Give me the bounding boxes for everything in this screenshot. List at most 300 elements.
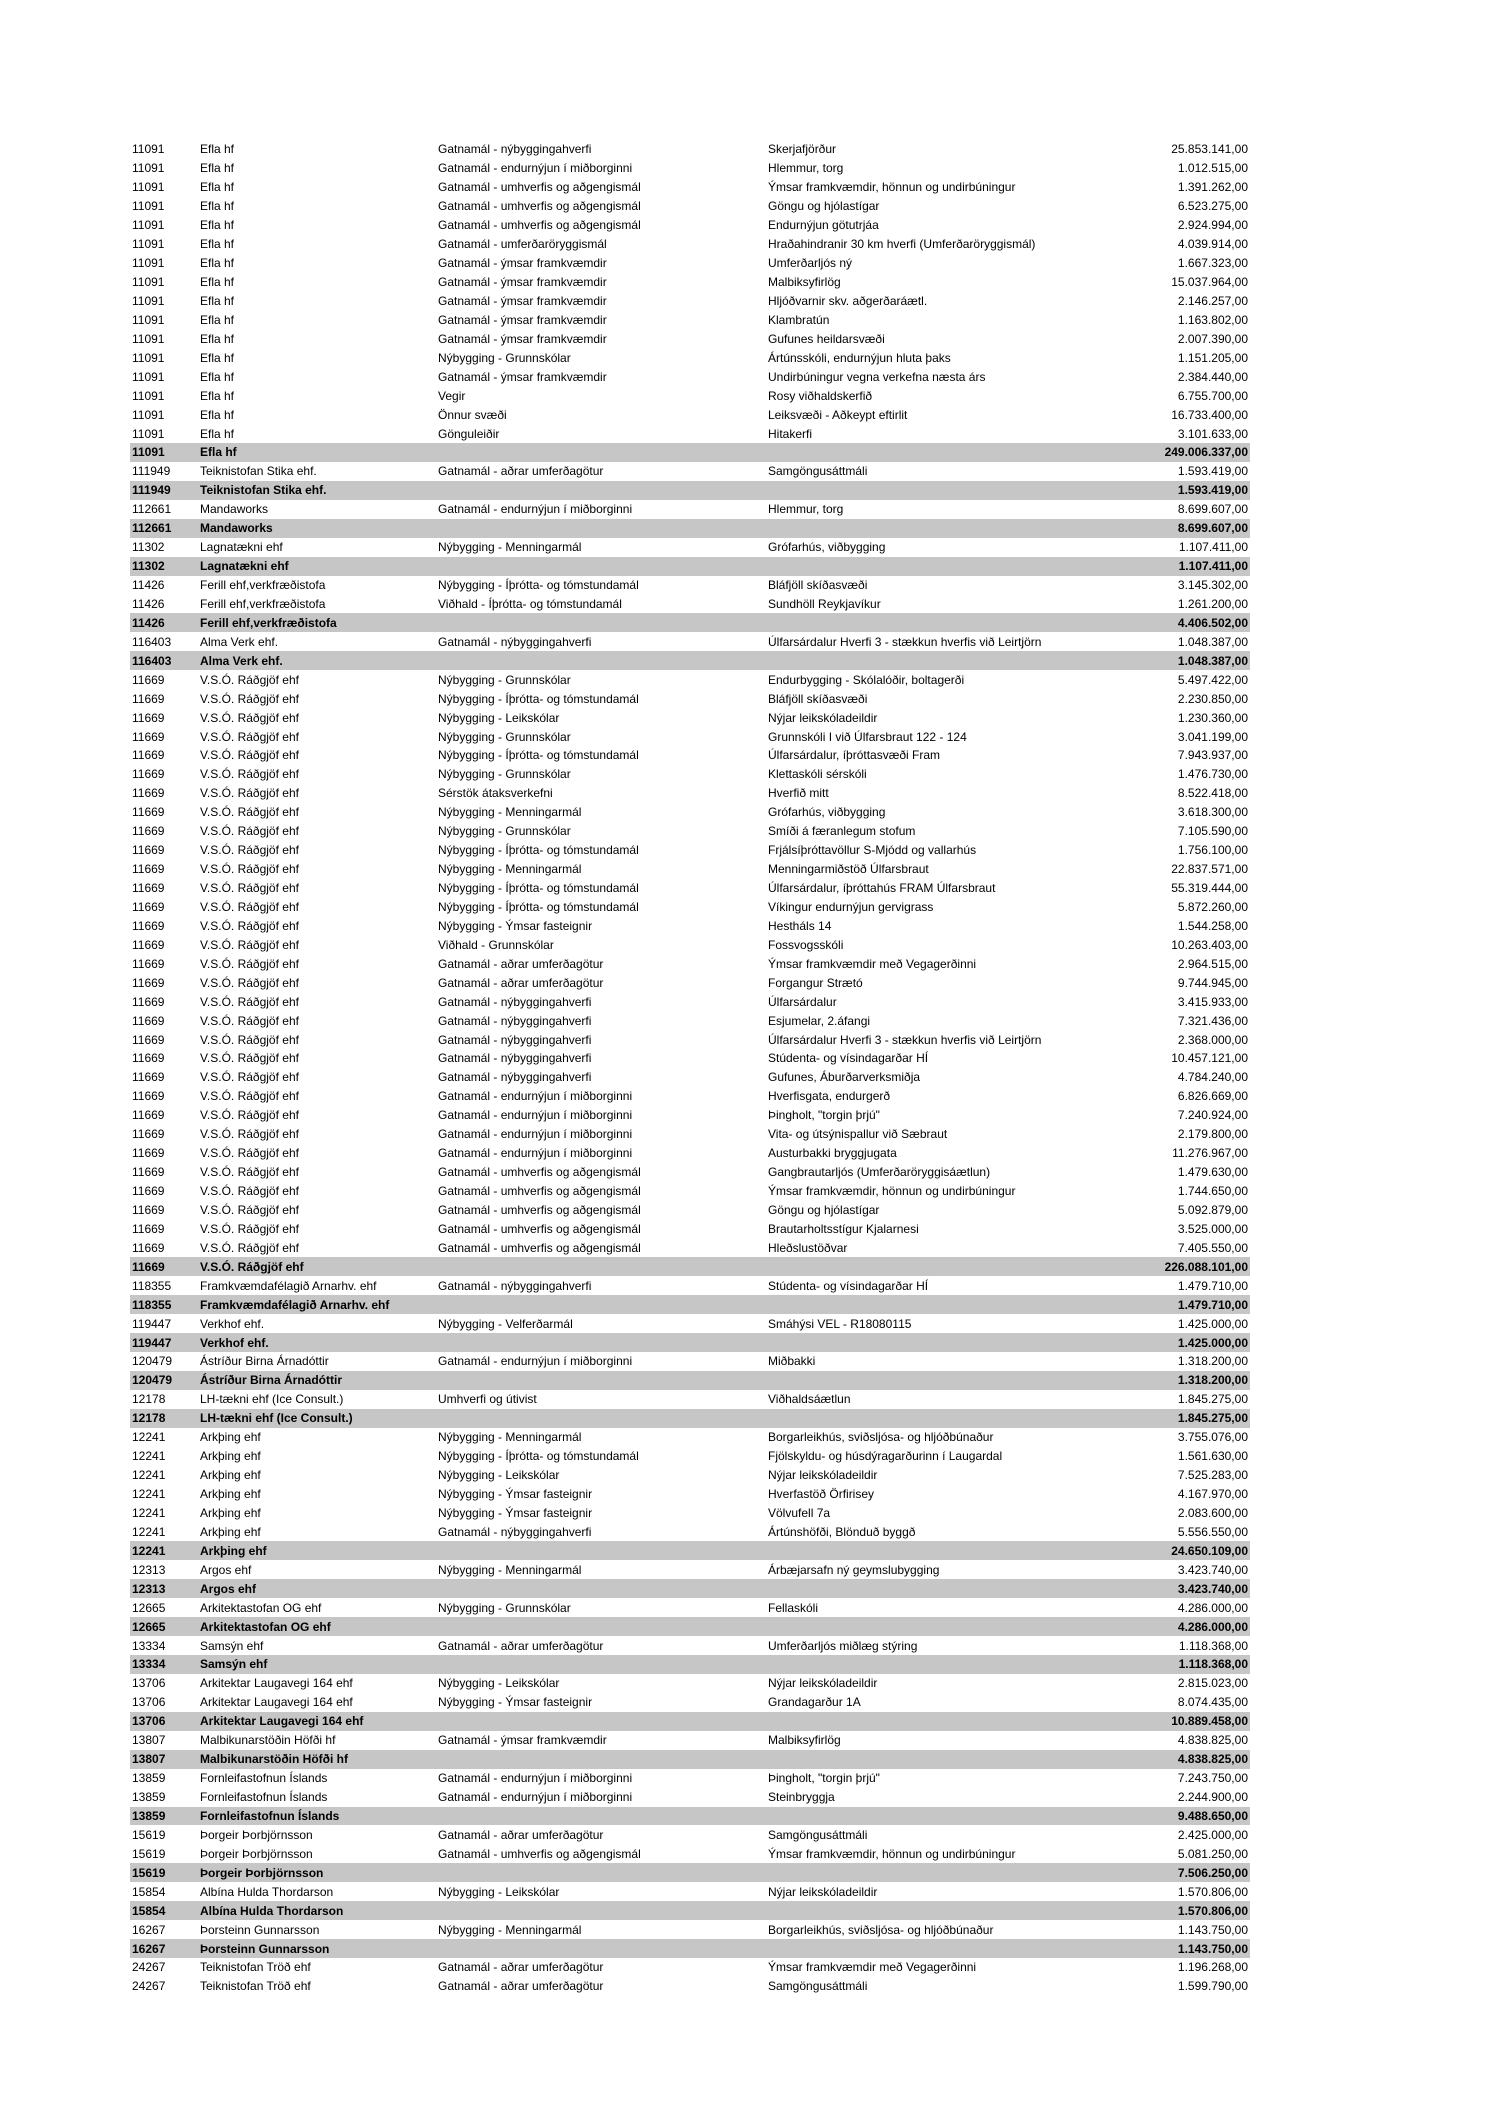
project-cell: Samgöngusáttmáli bbox=[768, 1827, 868, 1842]
table-row bbox=[130, 367, 1250, 386]
vendor-name-cell: Efla hf bbox=[200, 293, 235, 308]
table-row bbox=[130, 1674, 1250, 1693]
table-row bbox=[130, 1693, 1250, 1712]
vendor-id-cell: 12241 bbox=[132, 1430, 166, 1445]
table-row bbox=[130, 935, 1250, 954]
project-cell: Grófarhús, viðbygging bbox=[768, 805, 886, 820]
vendor-name-cell: Þorsteinn Gunnarsson bbox=[200, 1922, 320, 1937]
vendor-id-cell: 16267 bbox=[132, 1922, 166, 1937]
amount-cell: 1.107.411,00 bbox=[1178, 540, 1248, 555]
vendor-id-cell: 11669 bbox=[132, 862, 165, 877]
amount-cell: 1.561.630,00 bbox=[1177, 1449, 1248, 1464]
amount-cell: 7.525.283,00 bbox=[1177, 1468, 1248, 1483]
vendor-id-cell: 119447 bbox=[132, 1316, 172, 1331]
amount-cell: 1.570.806,00 bbox=[1096, 1901, 1250, 1920]
table-row bbox=[130, 329, 1250, 348]
vendor-id-cell: 11669 bbox=[130, 1257, 198, 1276]
table-row bbox=[130, 424, 1250, 443]
table-row bbox=[130, 746, 1250, 765]
project-cell: Klambratún bbox=[768, 312, 830, 327]
vendor-id-cell: 11669 bbox=[132, 1108, 165, 1123]
project-cell bbox=[766, 1579, 1096, 1598]
category-cell: Gatnamál - endurnýjun í miðborginni bbox=[438, 1108, 633, 1123]
amount-cell: 1.544.258,00 bbox=[1177, 918, 1248, 933]
vendor-name-cell: Samsýn ehf bbox=[198, 1655, 436, 1674]
amount-cell: 1.143.750,00 bbox=[1177, 1922, 1248, 1937]
amount-cell: 11.276.967,00 bbox=[1172, 1146, 1248, 1161]
subtotal-row bbox=[130, 519, 1250, 538]
project-cell bbox=[766, 1257, 1096, 1276]
project-cell: Nýjar leikskóladeildir bbox=[768, 1676, 878, 1691]
vendor-id-cell: 11669 bbox=[132, 1032, 165, 1047]
vendor-name-cell: Framkvæmdafélagið Arnarhv. ehf bbox=[198, 1295, 436, 1314]
vendor-name-cell: Arkþing ehf bbox=[200, 1430, 261, 1445]
project-cell bbox=[766, 1655, 1096, 1674]
vendor-name-cell: Efla hf bbox=[200, 142, 235, 157]
project-cell: Stúdenta- og vísindagarðar HÍ bbox=[768, 1278, 929, 1293]
project-cell: Úlfarsárdalur, íþróttasvæði Fram bbox=[768, 748, 941, 763]
table-row bbox=[130, 689, 1250, 708]
project-cell: Umferðarljós ný bbox=[768, 256, 853, 271]
vendor-name-cell: V.S.Ó. Ráðgjöf ehf bbox=[200, 937, 299, 952]
category-cell: Nýbygging - Menningarmál bbox=[438, 1922, 582, 1937]
vendor-id-cell: 11091 bbox=[132, 369, 165, 384]
category-cell: Gatnamál - umhverfis og aðgengismál bbox=[438, 1240, 641, 1255]
table-row bbox=[130, 1504, 1250, 1523]
project-cell: Sundhöll Reykjavíkur bbox=[768, 596, 881, 611]
category-cell: Nýbygging - Menningarmál bbox=[438, 805, 582, 820]
category-cell bbox=[436, 481, 766, 500]
project-cell bbox=[766, 519, 1096, 538]
category-cell: Gatnamál - umferðaröryggismál bbox=[438, 237, 607, 252]
project-cell: Bláfjöll skíðasvæði bbox=[768, 691, 868, 706]
table-row bbox=[130, 348, 1250, 367]
vendor-name-cell: Efla hf bbox=[200, 369, 235, 384]
table-row bbox=[130, 1882, 1250, 1901]
amount-cell: 15.037.964,00 bbox=[1171, 275, 1248, 290]
vendor-id-cell: 11669 bbox=[132, 1089, 165, 1104]
vendor-id-cell: 120479 bbox=[130, 1371, 198, 1390]
vendor-name-cell: Fornleifastofnun Íslands bbox=[200, 1771, 328, 1786]
vendor-id-cell: 11091 bbox=[132, 426, 165, 441]
vendor-id-cell: 13807 bbox=[130, 1750, 198, 1769]
project-cell: Ártúnshöfði, Blönduð byggð bbox=[768, 1524, 916, 1539]
category-cell: Gatnamál - umhverfis og aðgengismál bbox=[438, 218, 641, 233]
category-cell: Nýbygging - Leikskólar bbox=[438, 1468, 560, 1483]
table-row bbox=[130, 1958, 1250, 1977]
project-cell: Hlemmur, torg bbox=[768, 161, 844, 176]
amount-cell: 1.479.630,00 bbox=[1177, 1165, 1248, 1180]
vendor-id-cell: 13859 bbox=[130, 1807, 198, 1826]
amount-cell: 1.845.275,00 bbox=[1177, 1392, 1248, 1407]
category-cell: Nýbygging - Menningarmál bbox=[438, 1430, 582, 1445]
project-cell: Fossvogsskóli bbox=[768, 937, 844, 952]
vendor-id-cell: 11091 bbox=[132, 199, 165, 214]
vendor-name-cell: Efla hf bbox=[200, 256, 235, 271]
amount-cell: 2.368.000,00 bbox=[1177, 1032, 1248, 1047]
project-cell: Völvufell 7a bbox=[768, 1505, 831, 1520]
subtotal-row bbox=[130, 1863, 1250, 1882]
vendor-id-cell: 11669 bbox=[132, 1013, 165, 1028]
vendor-name-cell: Arkitektastofan OG ehf bbox=[198, 1617, 436, 1636]
table-row bbox=[130, 1485, 1250, 1504]
vendor-name-cell: V.S.Ó. Ráðgjöf ehf bbox=[200, 672, 299, 687]
amount-cell: 1.845.275,00 bbox=[1096, 1409, 1250, 1428]
category-cell: Nýbygging - Leikskólar bbox=[438, 1676, 560, 1691]
amount-cell: 10.263.403,00 bbox=[1171, 937, 1248, 952]
category-cell: Nýbygging - Grunnskólar bbox=[438, 672, 571, 687]
category-cell: Nýbygging - Grunnskólar bbox=[438, 1600, 571, 1615]
vendor-id-cell: 13706 bbox=[132, 1695, 166, 1710]
table-row bbox=[130, 841, 1250, 860]
table-row bbox=[130, 216, 1250, 235]
category-cell: Nýbygging - Menningarmál bbox=[438, 1562, 582, 1577]
amount-cell: 22.837.571,00 bbox=[1171, 862, 1248, 877]
table-row bbox=[130, 1201, 1250, 1220]
project-cell: Hraðahindranir 30 km hverfi (Umferðaröryggismál) bbox=[768, 237, 1036, 252]
table-row bbox=[130, 727, 1250, 746]
category-cell bbox=[436, 1371, 766, 1390]
table-row bbox=[130, 292, 1250, 311]
project-cell: Stúdenta- og vísindagarðar HÍ bbox=[768, 1051, 929, 1066]
project-cell bbox=[766, 1807, 1096, 1826]
category-cell: Gatnamál - nýbyggingahverfi bbox=[438, 634, 592, 649]
category-cell: Gatnamál - umhverfis og aðgengismál bbox=[438, 1846, 641, 1861]
amount-cell: 1.196.268,00 bbox=[1177, 1960, 1248, 1975]
category-cell: Gatnamál - endurnýjun í miðborginni bbox=[438, 1089, 633, 1104]
project-cell bbox=[766, 1409, 1096, 1428]
project-cell bbox=[766, 1939, 1096, 1958]
amount-cell: 4.838.825,00 bbox=[1096, 1750, 1250, 1769]
vendor-id-cell: 11669 bbox=[132, 786, 165, 801]
category-cell: Gatnamál - endurnýjun í miðborginni bbox=[438, 1790, 633, 1805]
category-cell: Gatnamál - ýmsar framkvæmdir bbox=[438, 275, 607, 290]
table-row bbox=[130, 1049, 1250, 1068]
vendor-name-cell: V.S.Ó. Ráðgjöf ehf bbox=[200, 748, 299, 763]
category-cell: Nýbygging - Ýmsar fasteignir bbox=[438, 1505, 593, 1520]
amount-cell: 1.118.368,00 bbox=[1096, 1655, 1250, 1674]
vendor-id-cell: 11669 bbox=[132, 767, 165, 782]
vendor-name-cell: Ferill ehf,verkfræðistofa bbox=[200, 596, 326, 611]
project-cell: Samgöngusáttmáli bbox=[768, 1979, 868, 1994]
vendor-id-cell: 13706 bbox=[132, 1676, 166, 1691]
project-cell: Fellaskóli bbox=[768, 1600, 819, 1615]
vendor-name-cell: Ferill ehf,verkfræðistofa bbox=[200, 578, 326, 593]
vendor-id-cell: 12241 bbox=[132, 1487, 166, 1502]
amount-cell: 1.261.200,00 bbox=[1177, 596, 1248, 611]
vendor-id-cell: 12241 bbox=[132, 1505, 166, 1520]
amount-cell: 7.105.590,00 bbox=[1177, 824, 1248, 839]
project-cell: Borgarleikhús, sviðsljósa- og hljóðbúnaður bbox=[768, 1430, 994, 1445]
vendor-name-cell: Arkitektar Laugavegi 164 ehf bbox=[200, 1676, 353, 1691]
category-cell: Gatnamál - endurnýjun í miðborginni bbox=[438, 502, 633, 517]
vendor-id-cell: 11091 bbox=[132, 180, 165, 195]
table-row bbox=[130, 765, 1250, 784]
amount-cell: 1.318.200,00 bbox=[1096, 1371, 1250, 1390]
category-cell: Gatnamál - endurnýjun í miðborginni bbox=[438, 1354, 633, 1369]
table-row bbox=[130, 1144, 1250, 1163]
vendor-name-cell: V.S.Ó. Ráðgjöf ehf bbox=[200, 1240, 299, 1255]
vendor-id-cell: 11669 bbox=[132, 994, 165, 1009]
vendor-id-cell: 11669 bbox=[132, 691, 165, 706]
table-row bbox=[130, 462, 1250, 481]
table-row bbox=[130, 1030, 1250, 1049]
project-cell: Hleðslustöðvar bbox=[768, 1240, 848, 1255]
table-row bbox=[130, 1182, 1250, 1201]
ledger-body bbox=[130, 140, 1250, 1996]
vendor-name-cell: Albína Hulda Thordarson bbox=[200, 1884, 334, 1899]
category-cell: Gatnamál - umhverfis og aðgengismál bbox=[438, 1165, 641, 1180]
vendor-id-cell: 12241 bbox=[132, 1449, 166, 1464]
category-cell bbox=[436, 557, 766, 576]
vendor-name-cell: Þorgeir Þorbjörnsson bbox=[200, 1846, 313, 1861]
vendor-name-cell: V.S.Ó. Ráðgjöf ehf bbox=[200, 710, 299, 725]
amount-cell: 3.755.076,00 bbox=[1177, 1430, 1248, 1445]
vendor-name-cell: V.S.Ó. Ráðgjöf ehf bbox=[200, 1146, 299, 1161]
vendor-id-cell: 24267 bbox=[132, 1960, 166, 1975]
table-row bbox=[130, 1560, 1250, 1579]
amount-cell: 2.146.257,00 bbox=[1177, 293, 1248, 308]
amount-cell: 3.423.740,00 bbox=[1096, 1579, 1250, 1598]
vendor-id-cell: 15854 bbox=[130, 1901, 198, 1920]
table-row bbox=[130, 405, 1250, 424]
category-cell bbox=[436, 519, 766, 538]
vendor-id-cell: 11669 bbox=[132, 1202, 165, 1217]
subtotal-row bbox=[130, 1712, 1250, 1731]
vendor-id-cell: 12665 bbox=[130, 1617, 198, 1636]
vendor-id-cell: 11669 bbox=[132, 1240, 165, 1255]
category-cell: Gatnamál - aðrar umferðagötur bbox=[438, 464, 604, 479]
subtotal-row bbox=[130, 1541, 1250, 1560]
vendor-id-cell: 11669 bbox=[132, 937, 165, 952]
subtotal-row bbox=[130, 481, 1250, 500]
category-cell bbox=[436, 1257, 766, 1276]
amount-cell: 3.415.933,00 bbox=[1177, 994, 1248, 1009]
vendor-id-cell: 12313 bbox=[130, 1579, 198, 1598]
subtotal-row bbox=[130, 557, 1250, 576]
vendor-id-cell: 12241 bbox=[132, 1524, 166, 1539]
vendor-id-cell: 11091 bbox=[132, 350, 165, 365]
amount-cell: 7.506.250,00 bbox=[1096, 1863, 1250, 1882]
table-row bbox=[130, 1825, 1250, 1844]
vendor-name-cell: V.S.Ó. Ráðgjöf ehf bbox=[200, 1127, 299, 1142]
project-cell: Ýmsar framkvæmdir, hönnun og undirbúningur bbox=[768, 180, 1016, 195]
amount-cell: 8.522.418,00 bbox=[1177, 786, 1248, 801]
project-cell: Forgangur Strætó bbox=[768, 975, 863, 990]
vendor-name-cell: V.S.Ó. Ráðgjöf ehf bbox=[200, 918, 299, 933]
project-cell: Hestháls 14 bbox=[768, 918, 832, 933]
vendor-name-cell: Efla hf bbox=[200, 237, 235, 252]
category-cell: Gatnamál - nýbyggingahverfi bbox=[438, 994, 592, 1009]
table-row bbox=[130, 1769, 1250, 1788]
subtotal-row bbox=[130, 1655, 1250, 1674]
table-row bbox=[130, 1731, 1250, 1750]
category-cell: Gatnamál - nýbyggingahverfi bbox=[438, 1051, 592, 1066]
vendor-name-cell: Þorgeir Þorbjörnsson bbox=[198, 1863, 436, 1882]
amount-cell: 6.755.700,00 bbox=[1177, 388, 1248, 403]
vendor-name-cell: V.S.Ó. Ráðgjöf ehf bbox=[200, 1221, 299, 1236]
vendor-name-cell: Þorgeir Þorbjörnsson bbox=[200, 1827, 313, 1842]
project-cell: Endurbygging - Skólalóðir, boltagerði bbox=[768, 672, 965, 687]
vendor-name-cell: Samsýn ehf bbox=[200, 1638, 264, 1653]
project-cell: Ýmsar framkvæmdir, hönnun og undirbúningur bbox=[768, 1184, 1016, 1199]
project-cell: Gufunes heildarsvæði bbox=[768, 331, 885, 346]
project-cell: Ýmsar framkvæmdir með Vegagerðinni bbox=[768, 956, 977, 971]
table-row bbox=[130, 822, 1250, 841]
project-cell: Fjölskyldu- og húsdýragarðurinn í Laugardal bbox=[768, 1449, 1003, 1464]
amount-cell: 10.457.121,00 bbox=[1171, 1051, 1248, 1066]
project-cell: Víkingur endurnýjun gervigrass bbox=[768, 899, 934, 914]
project-cell bbox=[766, 1712, 1096, 1731]
subtotal-row bbox=[130, 1409, 1250, 1428]
vendor-id-cell: 11091 bbox=[132, 331, 165, 346]
table-row bbox=[130, 1276, 1250, 1295]
subtotal-row bbox=[130, 613, 1250, 632]
vendor-id-cell: 112661 bbox=[132, 502, 172, 517]
vendor-name-cell: Verkhof ehf. bbox=[198, 1333, 436, 1352]
table-row bbox=[130, 595, 1250, 614]
category-cell: Gatnamál - aðrar umferðagötur bbox=[438, 1960, 604, 1975]
project-cell: Þingholt, "torgin þrjú" bbox=[768, 1771, 880, 1786]
category-cell: Nýbygging - Grunnskólar bbox=[438, 729, 571, 744]
amount-cell: 1.318.200,00 bbox=[1177, 1354, 1248, 1369]
amount-cell: 226.088.101,00 bbox=[1096, 1257, 1250, 1276]
amount-cell: 1.570.806,00 bbox=[1177, 1884, 1248, 1899]
category-cell bbox=[436, 443, 766, 462]
vendor-name-cell: V.S.Ó. Ráðgjöf ehf bbox=[200, 1202, 299, 1217]
project-cell bbox=[766, 481, 1096, 500]
project-cell: Klettaskóli sérskóli bbox=[768, 767, 867, 782]
amount-cell: 1.756.100,00 bbox=[1177, 843, 1248, 858]
vendor-id-cell: 12665 bbox=[132, 1600, 166, 1615]
subtotal-row bbox=[130, 1901, 1250, 1920]
amount-cell: 4.286.000,00 bbox=[1096, 1617, 1250, 1636]
category-cell bbox=[436, 1655, 766, 1674]
vendor-name-cell: V.S.Ó. Ráðgjöf ehf bbox=[200, 1070, 299, 1085]
amount-cell: 1.107.411,00 bbox=[1096, 557, 1250, 576]
project-cell: Smáhýsi VEL - R18080115 bbox=[768, 1316, 912, 1331]
category-cell: Nýbygging - Íþrótta- og tómstundamál bbox=[438, 748, 639, 763]
vendor-name-cell: Efla hf bbox=[200, 218, 235, 233]
vendor-name-cell: V.S.Ó. Ráðgjöf ehf bbox=[200, 729, 299, 744]
table-row bbox=[130, 1522, 1250, 1541]
amount-cell: 3.101.633,00 bbox=[1177, 426, 1248, 441]
subtotal-row bbox=[130, 1750, 1250, 1769]
vendor-name-cell: Efla hf bbox=[200, 275, 235, 290]
table-row bbox=[130, 1920, 1250, 1939]
table-row bbox=[130, 803, 1250, 822]
project-cell: Samgöngusáttmáli bbox=[768, 464, 868, 479]
table-row bbox=[130, 916, 1250, 935]
category-cell: Nýbygging - Íþrótta- og tómstundamál bbox=[438, 578, 639, 593]
category-cell: Gatnamál - aðrar umferðagötur bbox=[438, 1827, 604, 1842]
vendor-id-cell: 11302 bbox=[130, 557, 198, 576]
vendor-id-cell: 11669 bbox=[132, 1184, 165, 1199]
amount-cell: 9.488.650,00 bbox=[1096, 1807, 1250, 1826]
project-cell: Hitakerfi bbox=[768, 426, 813, 441]
category-cell: Gatnamál - ýmsar framkvæmdir bbox=[438, 369, 607, 384]
vendor-id-cell: 11091 bbox=[132, 237, 165, 252]
amount-cell: 4.406.502,00 bbox=[1096, 613, 1250, 632]
vendor-id-cell: 15619 bbox=[132, 1827, 166, 1842]
project-cell bbox=[766, 1333, 1096, 1352]
category-cell: Gatnamál - nýbyggingahverfi bbox=[438, 1278, 592, 1293]
table-row bbox=[130, 1598, 1250, 1617]
vendor-id-cell: 11091 bbox=[132, 293, 165, 308]
category-cell bbox=[436, 1617, 766, 1636]
project-cell: Ártúnsskóli, endurnýjun hluta þaks bbox=[768, 350, 951, 365]
amount-cell: 3.145.302,00 bbox=[1177, 578, 1248, 593]
project-cell: Menningarmiðstöð Úlfarsbraut bbox=[768, 862, 929, 877]
project-cell bbox=[766, 1541, 1096, 1560]
category-cell: Nýbygging - Íþrótta- og tómstundamál bbox=[438, 881, 639, 896]
category-cell bbox=[436, 1295, 766, 1314]
amount-cell: 1.391.262,00 bbox=[1177, 180, 1248, 195]
vendor-id-cell: 11669 bbox=[132, 805, 165, 820]
vendor-id-cell: 11669 bbox=[132, 1051, 165, 1066]
category-cell: Gatnamál - umhverfis og aðgengismál bbox=[438, 1202, 641, 1217]
vendor-name-cell: Mandaworks bbox=[200, 502, 269, 517]
category-cell: Nýbygging - Menningarmál bbox=[438, 540, 582, 555]
category-cell: Gatnamál - aðrar umferðagötur bbox=[438, 1638, 604, 1653]
table-row bbox=[130, 576, 1250, 595]
category-cell: Nýbygging - Grunnskólar bbox=[438, 767, 571, 782]
project-cell: Grandagarður 1A bbox=[768, 1695, 861, 1710]
vendor-name-cell: Malbikunarstöðin Höfði hf bbox=[200, 1733, 336, 1748]
amount-cell: 2.230.850,00 bbox=[1177, 691, 1248, 706]
table-row bbox=[130, 1636, 1250, 1655]
vendor-id-cell: 11091 bbox=[130, 443, 198, 462]
vendor-name-cell: Efla hf bbox=[198, 443, 436, 462]
vendor-name-cell: Þorsteinn Gunnarsson bbox=[198, 1939, 436, 1958]
vendor-id-cell: 12178 bbox=[130, 1409, 198, 1428]
vendor-id-cell: 111949 bbox=[130, 481, 198, 500]
vendor-name-cell: Teiknistofan Tröð ehf bbox=[200, 1960, 311, 1975]
amount-cell: 4.039.914,00 bbox=[1177, 237, 1248, 252]
table-row bbox=[130, 954, 1250, 973]
vendor-id-cell: 11091 bbox=[132, 161, 165, 176]
amount-cell: 4.286.000,00 bbox=[1177, 1600, 1248, 1615]
project-cell: Vita- og útsýnispallur við Sæbraut bbox=[768, 1127, 948, 1142]
category-cell: Nýbygging - Íþrótta- og tómstundamál bbox=[438, 843, 639, 858]
vendor-name-cell: V.S.Ó. Ráðgjöf ehf bbox=[200, 956, 299, 971]
vendor-name-cell: Arkitektastofan OG ehf bbox=[200, 1600, 322, 1615]
amount-cell: 2.007.390,00 bbox=[1177, 331, 1248, 346]
amount-cell: 5.872.260,00 bbox=[1177, 899, 1248, 914]
amount-cell: 24.650.109,00 bbox=[1096, 1541, 1250, 1560]
project-cell: Göngu og hjólastígar bbox=[768, 199, 880, 214]
amount-cell: 7.243.750,00 bbox=[1177, 1771, 1248, 1786]
subtotal-row bbox=[130, 1939, 1250, 1958]
vendor-name-cell: V.S.Ó. Ráðgjöf ehf bbox=[198, 1257, 436, 1276]
project-cell: Hljóðvarnir skv. aðgerðaráætl. bbox=[768, 293, 928, 308]
table-row bbox=[130, 1314, 1250, 1333]
project-cell: Ýmsar framkvæmdir, hönnun og undirbúningur bbox=[768, 1846, 1016, 1861]
vendor-id-cell: 15854 bbox=[132, 1884, 166, 1899]
vendor-name-cell: V.S.Ó. Ráðgjöf ehf bbox=[200, 1013, 299, 1028]
vendor-id-cell: 13807 bbox=[132, 1733, 166, 1748]
vendor-name-cell: V.S.Ó. Ráðgjöf ehf bbox=[200, 881, 299, 896]
amount-cell: 1.425.000,00 bbox=[1177, 1316, 1248, 1331]
table-row bbox=[130, 1447, 1250, 1466]
project-cell: Skerjafjörður bbox=[768, 142, 837, 157]
project-cell bbox=[766, 651, 1096, 670]
vendor-id-cell: 11091 bbox=[132, 312, 165, 327]
vendor-name-cell: V.S.Ó. Ráðgjöf ehf bbox=[200, 843, 299, 858]
vendor-id-cell: 116403 bbox=[130, 651, 198, 670]
vendor-id-cell: 15619 bbox=[132, 1846, 166, 1861]
project-cell bbox=[766, 1750, 1096, 1769]
